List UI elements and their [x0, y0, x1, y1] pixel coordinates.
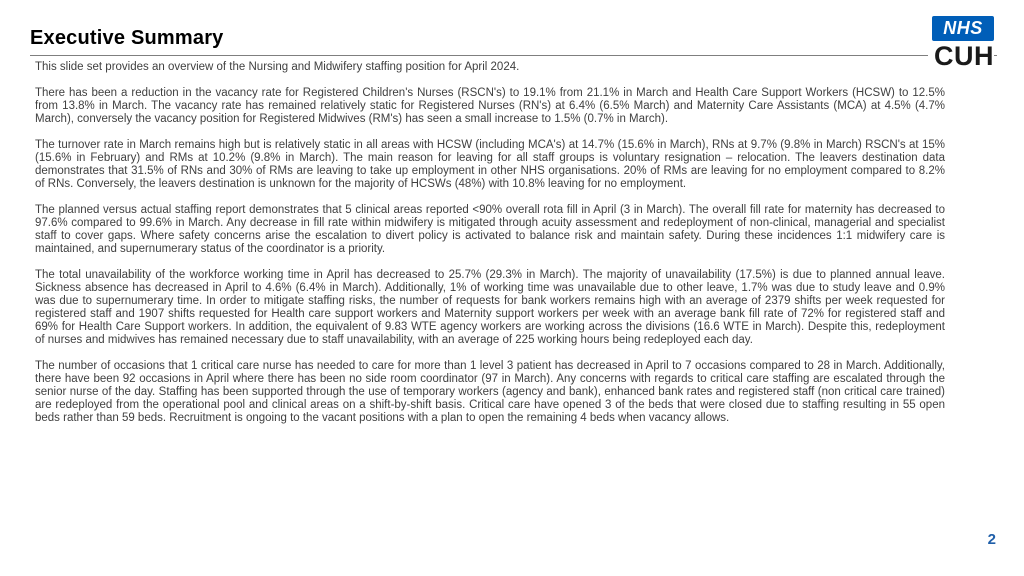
fill-rate-paragraph: The planned versus actual staffing report demonstrates that 5 clinical areas reported <90% overall rota fill in April (3 in March). The overall fill rate for maternity has decreased to 97.6% compared to 99.6% in March. Any decrease in fill rate within midwifery is mitigated through acuity assessment and redeployment of non-clinical, managerial and specialist staff to cover gaps. Where safety concerns arise the escalation to divert policy is activated to balance risk and maintain safety. During these incidences 1:1 midwifery care is maintained, and supernumerary status of the coordinator is a priority. [35, 204, 945, 255]
unavailability-paragraph: The total unavailability of the workforce working time in April has decreased to 25.7% (29.3% in March). The majority of unavailability (17.5%) is due to planned annual leave. Sickness absence has decreased in April to 4.6% (6.4% in March). Additionally, 1% of working time was unavailable due to other leave, 1.7% was due to study leave and 0.9% was due to supernumerary time. In order to mitigate staffing risks, the number of requests for bank workers remains high with an average of 2379 shifts per week requested for registered staff and 1907 shifts requested for Health care support workers and Maternity support workers per week with an average bank fill rate of 72% for registered staff and 69% for Health Care Support workers. In addition, the equivalent of 9.83 WTE agency workers are working across the divisions (16.6 WTE in March). Despite this, redeployment of nurses and midwives has remained necessary due to staff unavailability, with an average of 225 working hours being redeployed each day. [35, 269, 945, 346]
critical-care-paragraph: The number of occasions that 1 critical care nurse has needed to care for more than 1 level 3 patient has decreased in April to 7 occasions compared to 28 in March. Additionally, there have been 92 occasions in April where there has been no side room coordinator (97 in March). Any concerns with regards to critical care staffing are escalated through the senior nurse of the day. Staffing has been supported through the use of temporary workers (agency and bank), enhanced bank rates and registered staff (non critical care trained) are redeployed from the operational pool and clinical areas on a shift-by-shift basis. Critical care have opened 3 of the beds that were closed due to staffing resulting in 55 open beds rather than 59 beds. Recruitment is ongoing to the vacant positions with a plan to open the remaining 4 beds when vacancy allows. [35, 360, 945, 424]
slide-body [35, 61, 945, 438]
page-number: 2 [987, 531, 996, 548]
intro-paragraph: This slide set provides an overview of the Nursing and Midwifery staffing position for April 2024. [35, 61, 520, 73]
turnover-paragraph: The turnover rate in March remains high but is relatively static in all areas with HCSW (including MCA's) at 14.7% (15.6% in March), RNs at 9.7% (9.8% in March) RSCN's at 15% (15.6% in February) and RMs at 10.2% (9.8% in March). The main reason for leaving for all staff groups is voluntary resignation – relocation. The leavers destination data demonstrates that 31.5% of RNs and 30% of RMs are leaving to take up employment in other NHS organisations. 20% of RMs are leaving for no employment compared to 8.2% of RNs. Conversely, the leavers destination is unknown for the majority of HCSWs (48%) with 10.8% leaving for no employment. [35, 139, 945, 190]
vacancy-paragraph: There has been a reduction in the vacancy rate for Registered Children's Nurses (RSCN's) to 19.1% from 21.1% in March and Health Care Support Workers (HCSW) to 12.5% from 13.8% in March. The vacancy rate has remained relatively static for Registered Nurses (RN's) at 6.4% (6.5% March) and Maternity Care Assistants (MCA) at 4.5% (4.7% March), conversely the vacancy position for Registered Midwives (RM's) has seen a small increase to 1.5% (0.7% in March). [35, 87, 945, 125]
title-divider [30, 55, 997, 56]
page-title: Executive Summary [30, 27, 224, 49]
nhs-logo: NHS [932, 16, 994, 41]
cuh-logo-text: CUH [934, 41, 994, 71]
